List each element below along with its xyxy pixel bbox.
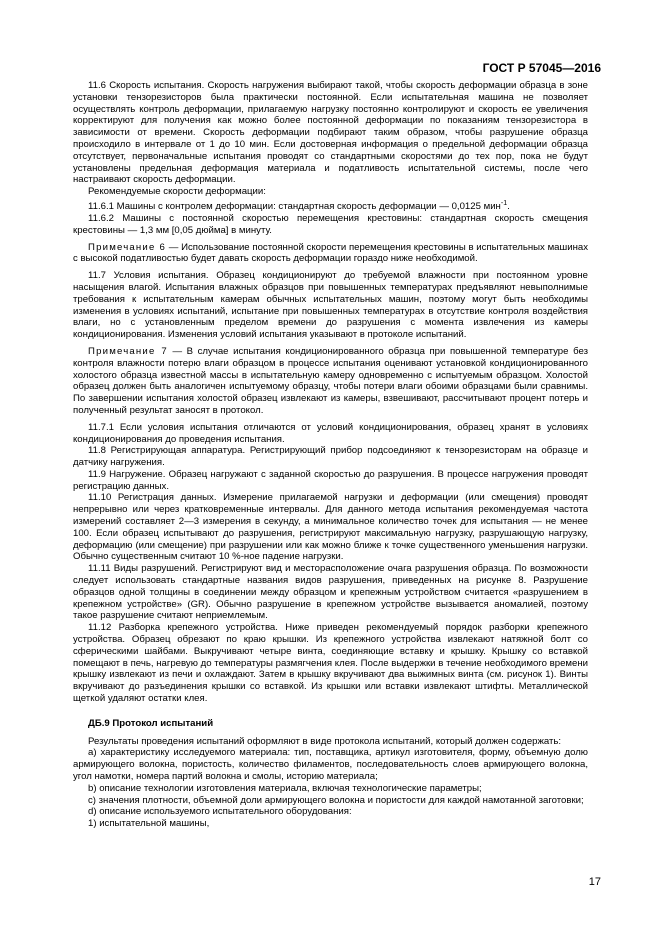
paragraph-11-7: 11.7 Условия испытания. Образец кондиционируют до требуемой влажности при постоянном уровне насыщения влагой. Испытания влажных образцов при повышенных температурах предъявляют невыполнимые требования к испытательным камерам обычных испытательных машин, поэтому могут быть необходимы изменения в условиях испытаний, испытание при повышенных температурах в отсутствие контроля воздействия влаги, но с установленным пределом времени до разрушения с момента извлечения из камеры кондиционирования. Изменения условий испытания указывают в протоколе испытаний. xyxy=(73,270,588,341)
page-number: 17 xyxy=(588,876,601,888)
paragraph-11-6: 11.6 Скорость испытания. Скорость нагружения выбирают такой, чтобы скорость деформации образца в зоне установки тензорезисторов была практически постоянной. Если испытательная машина не позволяет осуществлять контроль деформации, прилагаемую нагрузку постоянно контролируют и скорость ее увеличения корректируют для получения как можно более постоянной деформации по показаниям тензорезистора в зависимости от времени. Скорость деформации подбирают таким образом, чтобы разрушение образца происходило в интервале от 1 до 10 мин. Если достоверная информация о предельной деформации образца отсутствует, первоначальные испытания проводят со стандартными скоростями до тех пор, пока не будут установлены предельная деформация материала и податливость испытательной системы, после чего настраивают скорость деформации. xyxy=(73,80,588,186)
list-item-d: d) описание используемого испытательного оборудования: xyxy=(88,806,352,818)
paragraph-report-intro: Результаты проведения испытаний оформляют в виде протокола испытаний, который должен содержать: xyxy=(88,735,562,747)
note-6-label: Примечание 6 xyxy=(88,241,167,253)
paragraph-11-9: 11.9 Нагружение. Образец нагружают с заданной скоростью до разрушения. В процессе нагружения проводят регистрацию данных. xyxy=(73,468,588,492)
list-item-b: b) описание технологии изготовления материала, включая технологические параметры; xyxy=(88,782,482,794)
note-7 xyxy=(73,346,588,417)
note-6 xyxy=(73,242,588,266)
paragraph-11-8: 11.8 Регистрирующая аппаратура. Регистрирующий прибор подсоединяют к тензорезисторам на образце и датчику нагружения. xyxy=(73,445,588,469)
paragraph-11-6-1: 11.6.1 Машины с контролем деформации: стандартная скорость деформации — 0,0125 мин$^{-1}$. xyxy=(88,199,510,213)
paragraph-recommended-rates: Рекомендуемые скорости деформации: xyxy=(88,186,266,198)
paragraph-11-6-2: 11.6.2 Машины с постоянной скоростью перемещения крестовины: стандартная скорость смещения крестовины — 1,3 мм [0,05 дюйма] в минуту. xyxy=(73,212,588,236)
note-6-text: — Использование постоянной скорости перемещения крестовины в испытательных машинах с высокой податливостью будет давать скорость деформации гораздо ниже необходимой. xyxy=(73,241,588,265)
list-item-d-1: 1) испытательной машины, xyxy=(88,818,210,830)
paragraph-11-11: 11.11 Виды разрушений. Регистрируют вид и месторасположение очага разрушения образца. По возможности следует использовать стандартные названия видов разрушения, приведенных на рисунке 8. Разрушение образцов одной толщины в соединении между образцом и крепежным устройством считается «разрушением в крепежном устройстве» (GR). Обычно разрушение в крепежном устройстве вызывается аномалией, поэтому такое разрушение считают неприемлемым. xyxy=(73,563,588,622)
document-body xyxy=(73,80,588,830)
section-heading: ДБ.9 Протокол испытаний xyxy=(88,717,214,729)
paragraph-11-10: 11.10 Регистрация данных. Измерение прилагаемой нагрузки и деформации (или смещения) проводят непрерывно или через кратковременные интервалы. Для данного метода испытания рекомендуемая частота измерений составляет 2—3 измерения в секунду, а минимальное количество точек для испытания — не менее 100. Если образец испытывают до разрушения, регистрируют максимальную нагрузку, разрушающую нагрузку, деформацию (или смещение) при разрушении или как можно ближе к точке существенного уменьшения нагрузки. Обычно существенным считают 10 %-ное падение нагрузки. xyxy=(73,492,588,563)
list-item-c: c) значения плотности, объемной доли армирующего волокна и пористости для каждой намотанной заготовки; xyxy=(88,794,584,806)
document-header: ГОСТ Р 57045—2016 xyxy=(482,61,601,75)
note-7-text: — В случае испытания кондиционированного образца при повышенной температуре без контроля влажности потерю влаги образцом в процессе испытания оценивают установкой кондиционированного холостого образца известной массы в испытательную камеру одновременно с испытуемым образцом. Холостой образец должен быть аналогичен испытуемому образцу, чтобы потери влаги обоими образцами были сравнимы. По завершении испытания холостой образец извлекают из камеры, взвешивают, рассчитывают процент потерь и полученный результат заносят в протокол. xyxy=(73,345,588,416)
note-7-label: Примечание 7 xyxy=(88,345,168,357)
paragraph-11-7-1: 11.7.1 Если условия испытания отличаются от условий кондиционирования, образец хранят в условиях кондиционирования до проведения испытания. xyxy=(73,421,588,445)
paragraph-11-12: 11.12 Разборка крепежного устройства. Ниже приведен рекомендуемый порядок разборки крепежного устройства. Образец обрезают по краю крышки. Из крепежного устройства извлекают натяжной болт со сферическими шайбами. Выкручивают четыре винта, соединяющие вставку и крышку. Крышку со вставкой помещают в печь, нагревую до температуры размягчения клея. После выдержки в течение необходимого времени крышку извлекают из печи и охлаждают. Затем в крышку вкручивают два выжимных винта (см. рисунок 1). Винты вкручивают до разъединения крышки со вставкой. Из крышки или вставки извлекают штифты. Металлической щеткой удаляют остатки клея. xyxy=(73,622,588,705)
list-item-a: а) характеристику исследуемого материала: тип, поставщика, артикул изготовителя, форму, объемную долю армирующего волокна, пористость, количество филаментов, последовательность слоев армирующего волокна, угол намотки, номера партий волокна и смолы, историю материала; xyxy=(73,747,588,783)
